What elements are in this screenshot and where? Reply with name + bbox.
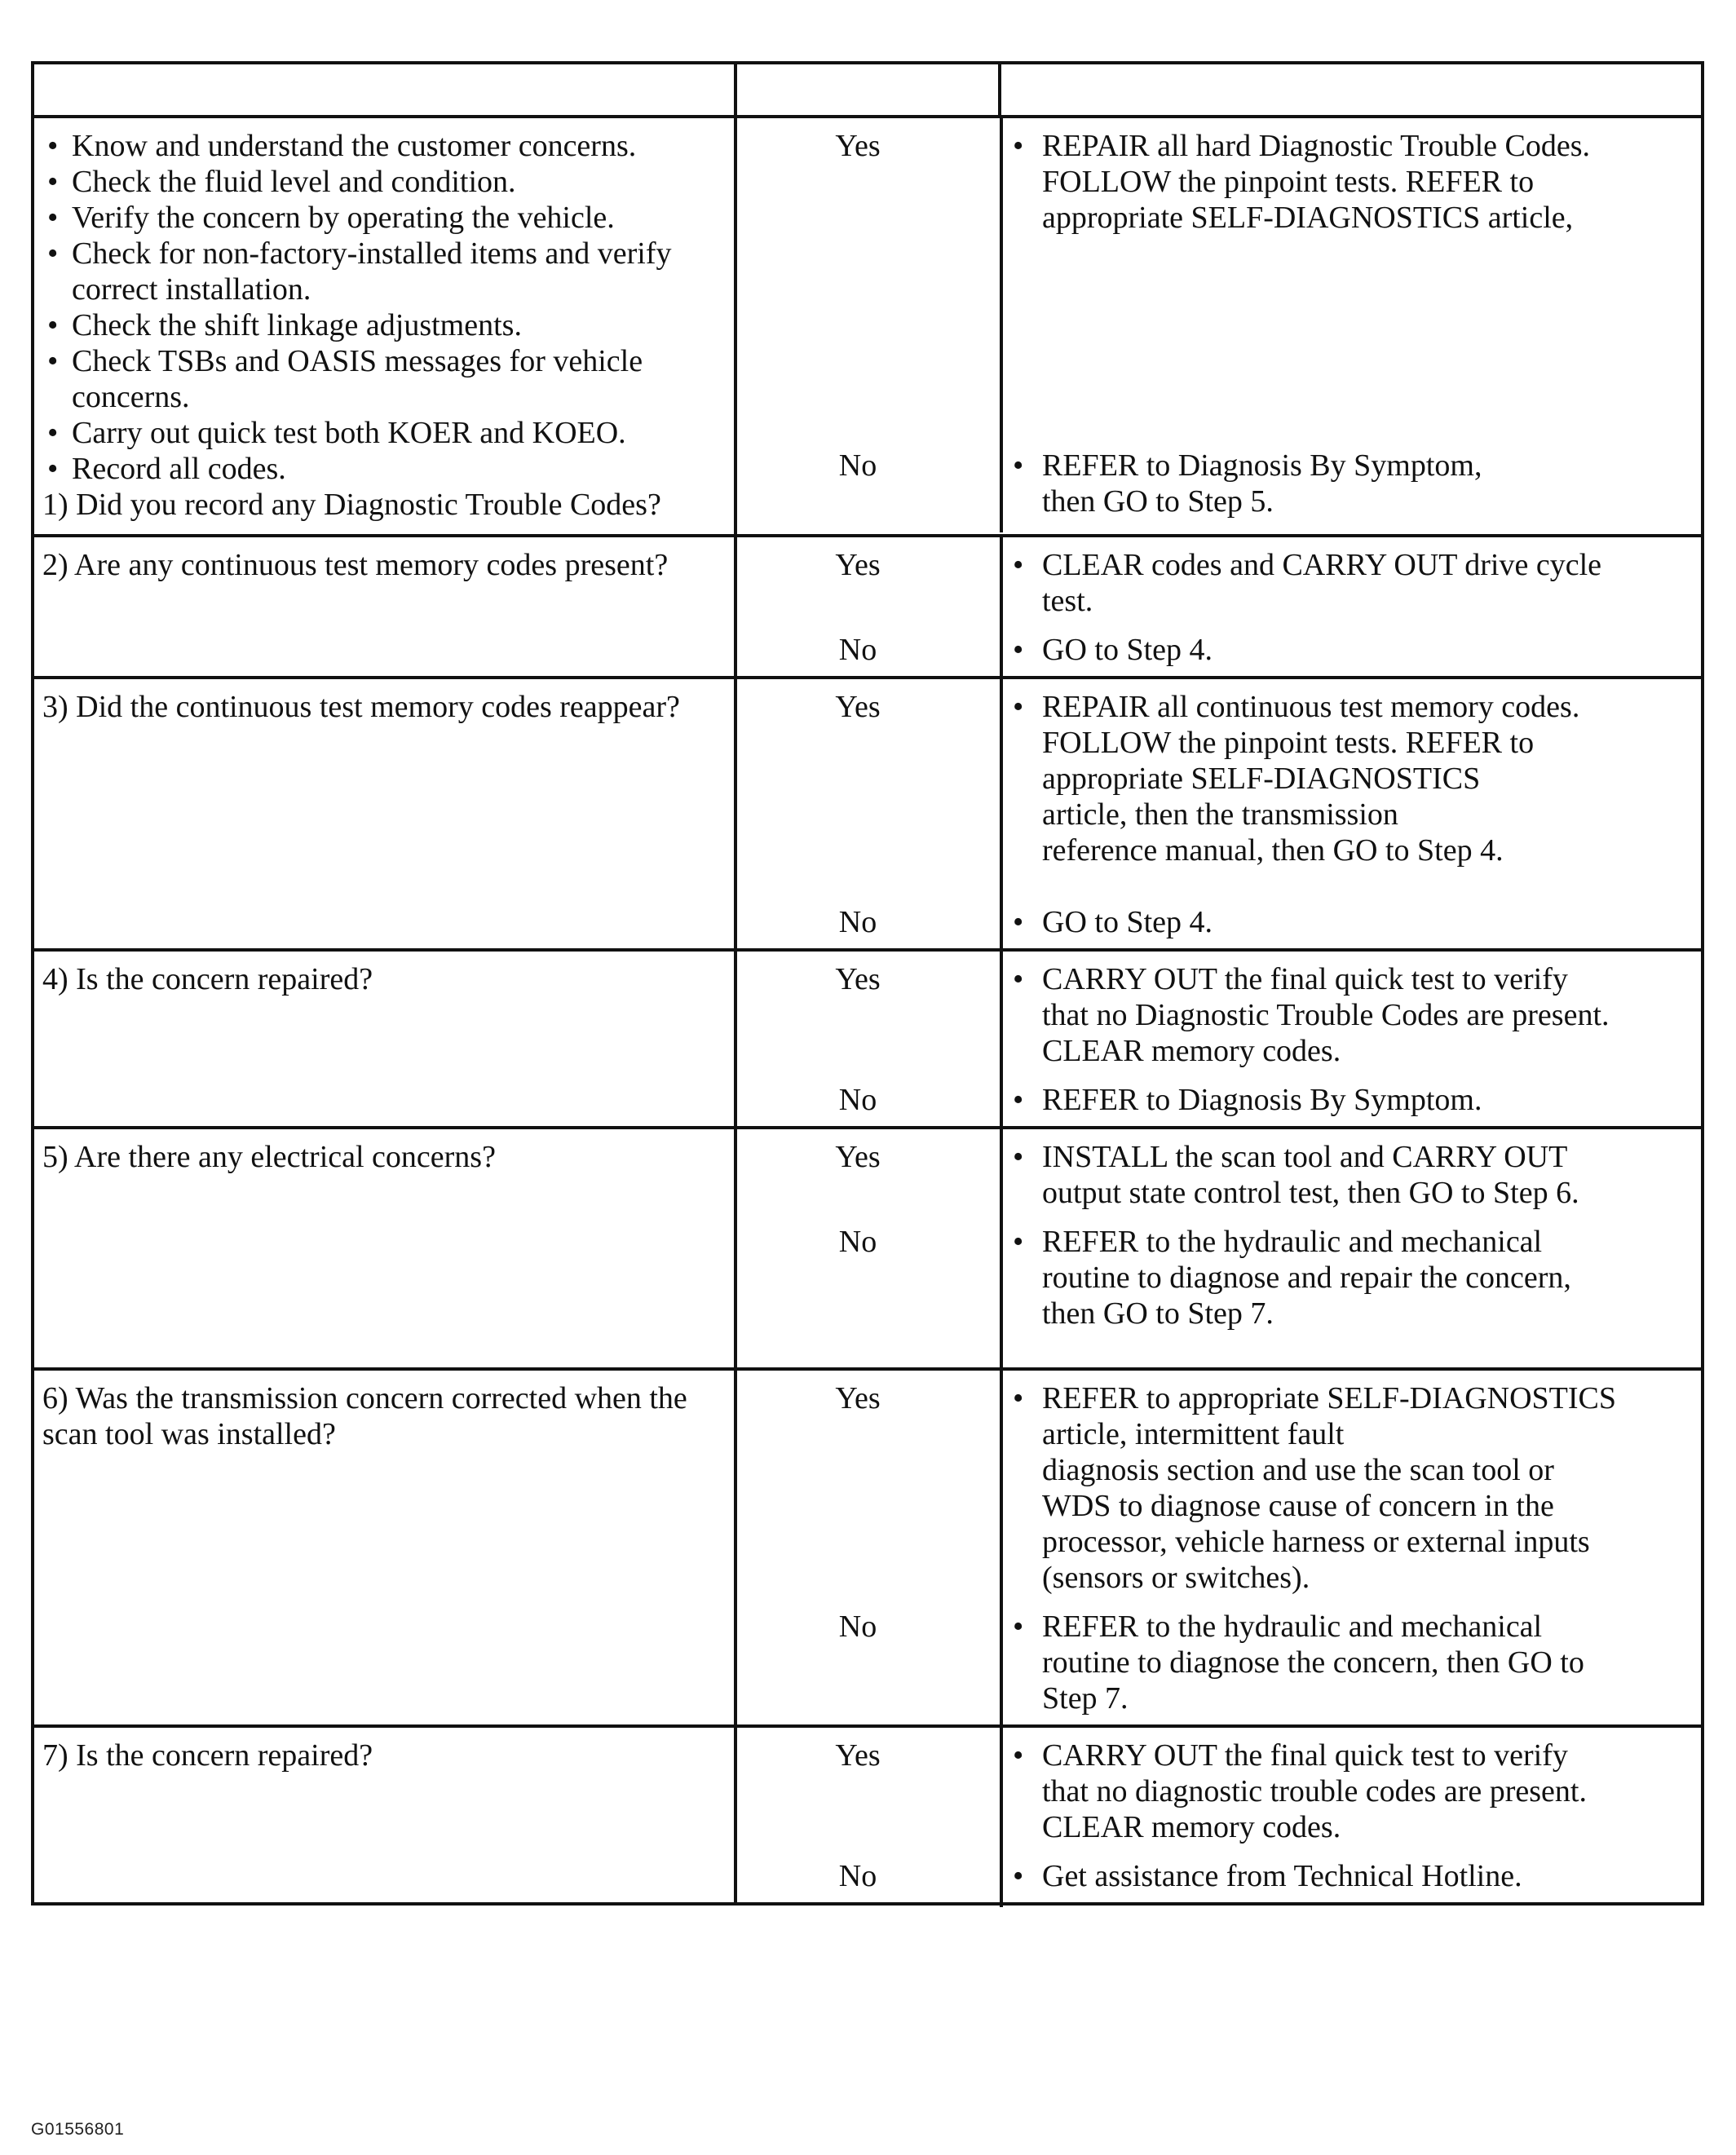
answer-action-text: GO to Step 4.: [1042, 905, 1213, 939]
bullet-icon: •: [1013, 690, 1024, 724]
bullet-icon: •: [1013, 905, 1024, 939]
step-question-cell: [33, 536, 735, 678]
header-cell-result: [735, 63, 1000, 117]
answer-label: Yes: [835, 1381, 881, 1415]
step-question-cell: [33, 1369, 735, 1726]
answer-action: [1001, 1380, 1701, 1596]
pre-check-item: • Check the fluid level and condition.: [42, 164, 726, 200]
header-cell-action: [1000, 63, 1703, 117]
answer-action: [1001, 1139, 1701, 1211]
answer-action: [1001, 547, 1701, 619]
figure-id: G01556801: [31, 2120, 125, 2139]
answer-row: [737, 448, 1701, 519]
answer-row: [737, 1380, 1701, 1596]
answer-action: [1001, 1082, 1701, 1118]
answer-action-text: REFER to Diagnosis By Symptom.: [1042, 1083, 1482, 1117]
answer-action-text: INSTALL the scan tool and CARRY OUT output state control test, then GO to Step 6.: [1042, 1140, 1579, 1210]
answers-block: [737, 547, 1701, 668]
answer-action-text: REFER to the hydraulic and mechanical routine to diagnose and repair the concern, then GO to Step 7.: [1042, 1225, 1571, 1331]
answer-label: Yes: [835, 690, 881, 724]
answer-row: [737, 1139, 1701, 1211]
answer-action: [1001, 128, 1701, 236]
pre-check-item: • Verify the concern by operating the vehicle.: [42, 200, 726, 236]
bullet-icon: •: [1013, 1610, 1024, 1644]
answer-label: No: [838, 633, 877, 667]
diagnostic-table-body: [33, 63, 1703, 1904]
step-row: [33, 1726, 1703, 1904]
answer-action: [1001, 904, 1701, 940]
answer-action-text: CARRY OUT the final quick test to verify that no Diagnostic Trouble Codes are present. CLEAR memory codes.: [1042, 962, 1610, 1068]
answer-row: [737, 1082, 1701, 1118]
pre-check-item: • Carry out quick test both KOER and KOEO.: [42, 415, 726, 451]
answer-row: [737, 1858, 1701, 1894]
bullet-icon: •: [1013, 1738, 1024, 1773]
answer-label: No: [838, 1859, 877, 1893]
step-question: 1) Did you record any Diagnostic Trouble Codes?: [42, 488, 661, 522]
answer-action-text: CLEAR codes and CARRY OUT drive cycle test.: [1042, 548, 1602, 618]
answers-block: [737, 1738, 1701, 1894]
answer-action: [1001, 1858, 1701, 1894]
step-question-cell: [33, 1128, 735, 1369]
pre-check-item: • Know and understand the customer concerns.: [42, 128, 726, 164]
answer-row: [737, 1609, 1701, 1716]
answer-row: [737, 961, 1701, 1069]
answer-action-text: REPAIR all hard Diagnostic Trouble Codes. FOLLOW the pinpoint tests. REFER to appropriate SELF-DIAGNOSTICS article,: [1042, 129, 1591, 235]
answer-action-text: Get assistance from Technical Hotline.: [1042, 1859, 1522, 1893]
answer-label: Yes: [835, 962, 881, 996]
answer-row: [737, 689, 1701, 868]
answer-action: [1001, 1738, 1701, 1845]
answers-block: [737, 961, 1701, 1118]
header-cell-test-step: [33, 63, 735, 117]
answer-action: [1001, 1224, 1701, 1331]
step-question-cell: [33, 117, 735, 536]
answer-action: [1001, 1609, 1701, 1716]
bullet-icon: •: [1013, 1225, 1024, 1259]
step-answers-cell: [735, 1726, 1703, 1904]
diagnostic-table: [31, 61, 1704, 1905]
step-question: 2) Are any continuous test memory codes present?: [42, 548, 669, 582]
bullet-icon: •: [1013, 1859, 1024, 1893]
bullet-icon: •: [1013, 448, 1024, 483]
step-row: [33, 678, 1703, 950]
pre-check-item: • Check TSBs and OASIS messages for vehicle concerns.: [42, 343, 726, 415]
step-row: [33, 536, 1703, 678]
answer-label: Yes: [835, 1738, 881, 1773]
step-question: 4) Is the concern repaired?: [42, 962, 373, 996]
answer-label: Yes: [835, 1140, 881, 1174]
step-row: [33, 117, 1703, 536]
answer-row: [737, 1738, 1701, 1845]
pre-check-list: [42, 128, 726, 487]
bullet-icon: •: [1013, 633, 1024, 667]
step-answers-cell: [735, 1369, 1703, 1726]
answer-action: [1001, 448, 1701, 519]
header-row: [33, 63, 1703, 117]
answer-row: [737, 547, 1701, 619]
answer-label: No: [838, 448, 877, 483]
answer-row: [737, 632, 1701, 668]
pre-check-item: • Check the shift linkage adjustments.: [42, 307, 726, 343]
answer-action: [1001, 689, 1701, 868]
answers-block: [737, 1380, 1701, 1716]
step-answers-cell: [735, 678, 1703, 950]
bullet-icon: •: [1013, 1083, 1024, 1117]
answers-block: [737, 689, 1701, 940]
step-answers-cell: [735, 536, 1703, 678]
step-answers-cell: [735, 950, 1703, 1128]
bullet-icon: •: [1013, 548, 1024, 582]
answer-action-text: CARRY OUT the final quick test to verify that no diagnostic trouble codes are present. CLEAR memory codes.: [1042, 1738, 1587, 1844]
answers-block: [737, 128, 1701, 519]
answer-action-text: GO to Step 4.: [1042, 633, 1213, 667]
answer-row: [737, 128, 1701, 236]
answer-row: [737, 904, 1701, 940]
step-answers-cell: [735, 1128, 1703, 1369]
step-row: [33, 1128, 1703, 1369]
answer-row: [737, 1224, 1701, 1331]
step-question: 3) Did the continuous test memory codes reappear?: [42, 690, 680, 724]
step-question-cell: [33, 678, 735, 950]
bullet-icon: •: [1013, 129, 1024, 163]
answer-action: [1001, 632, 1701, 668]
answer-label: Yes: [835, 548, 881, 582]
step-question: 6) Was the transmission concern corrected when the scan tool was installed?: [42, 1381, 687, 1451]
step-row: [33, 950, 1703, 1128]
bullet-icon: •: [1013, 1381, 1024, 1415]
step-question: 7) Is the concern repaired?: [42, 1738, 373, 1773]
pre-check-item: • Record all codes.: [42, 451, 726, 487]
answer-label: No: [838, 905, 877, 939]
answer-action-text: REFER to the hydraulic and mechanical routine to diagnose the concern, then GO to Step 7.: [1042, 1610, 1584, 1716]
step-answers-cell: [735, 117, 1703, 536]
step-question: 5) Are there any electrical concerns?: [42, 1140, 496, 1174]
answer-label: No: [838, 1225, 877, 1259]
answer-action: [1001, 961, 1701, 1069]
answer-label: No: [838, 1610, 877, 1644]
answer-label: Yes: [835, 129, 881, 163]
answer-action-text: REFER to Diagnosis By Symptom, then GO to Step 5.: [1042, 448, 1482, 519]
step-question-cell: [33, 950, 735, 1128]
step-question-cell: [33, 1726, 735, 1904]
pre-check-item: • Check for non-factory-installed items and verify correct installation.: [42, 236, 726, 307]
answers-block: [737, 1139, 1701, 1359]
answer-label: No: [838, 1083, 877, 1117]
bullet-icon: •: [1013, 962, 1024, 996]
step-row: [33, 1369, 1703, 1726]
answer-action-text: REPAIR all continuous test memory codes. FOLLOW the pinpoint tests. REFER to appropriate SELF-DIAGNOSTICS article, then the transmission reference manual, then GO to Step 4.: [1042, 690, 1580, 868]
answer-action-text: REFER to appropriate SELF-DIAGNOSTICS article, intermittent fault diagnosis section and use the scan tool or WDS to diagnose cause of concern in the processor, vehicle harness or external inputs (sensors or switches).: [1042, 1381, 1617, 1595]
bullet-icon: •: [1013, 1140, 1024, 1174]
